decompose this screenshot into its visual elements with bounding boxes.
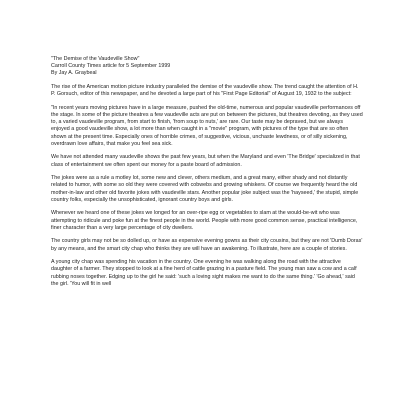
paragraph xyxy=(51,175,363,204)
article-source: Carroll County Times article for 5 September 1999 xyxy=(51,63,171,70)
paragraph xyxy=(51,259,363,288)
paragraph xyxy=(51,238,363,252)
article-body xyxy=(51,56,363,294)
paragraph-text: The country girls may not be so dolled up, or have as expensive evening gowns as their city cousins, but they are not 'Dumb Doras' by any means, and the smart city chap who thinks they are will have an awakening. To illustrate, here are a couple of stories. xyxy=(51,238,363,252)
paragraph-text: We have not attended many vaudeville shows the past few years, but when the Maryland and even 'The Bridge' specialized in that class of entertainment we often spent our money for a paste board of admission. xyxy=(51,154,360,168)
paragraph-text: The rise of the American motion picture industry paralleled the demise of the vaudeville show. The trend caught the attention of H. P. Gorsuch, editor of this newspaper, and he devoted a large part of his "First Page Editorial" of August 19, 1932 to the subject: xyxy=(51,84,359,98)
paragraph-text: "In recent years moving pictures have in a large measure, pushed the old-time, numerous and popular vaudeville performances off the stage. In some of the picture theatres a few vaudeville acts are put on between the pictures, but theatres devoting, as they used to, a varied vaudeville program, from start to finish, 'from soup to nuts,' are rare. Our taste may be depraved, but we always enjoyed a good vaudeville show, a lot more than when caught in a "movie" program, with pictures of the type that are so often shown at the present time. Especially ones of horrible crimes, of suggestive, vicious, unchaste lewdness, or of silly sickening, overdrawn love affairs, that make you feel sea sick. xyxy=(51,104,363,147)
paragraph xyxy=(51,105,363,148)
article-title: "The Demise of the Vaudeville Show" xyxy=(51,56,140,62)
paragraph xyxy=(51,154,363,168)
paragraph xyxy=(51,210,363,232)
paragraph xyxy=(51,84,363,98)
article-byline: By Jay A. Graybeal xyxy=(51,70,97,77)
paragraph-text: A young city chap was spending his vacation in the country. One evening he was walking along the road with the attractive daughter of a farmer. They stopped to look at a fine herd of cattle grazing in a pasture field. The young man saw a cow and a calf rubbing noses together. Edging up to the girl he said: 'such a loving sight makes me want to do the same thing.' 'Go ahead,' said the girl. 'You will fit in well xyxy=(51,259,357,287)
article-header xyxy=(51,56,363,78)
paragraph-text: Whenever we heard one of these jokes we longed for an over-ripe egg or vegetables to slam at the would-be-wit who was attempting to ridicule and poke fun at the finest people in the world. People with more good common sense, practical intelligence, finer character than a very large percentage of city dwellers. xyxy=(51,210,358,231)
paragraph-text: The jokes were as a rule a motley lot, some new and clever, others medium, and a great many, either shady and not distantly related to humor, with some so old they were covered with cobwebs and growing whiskers. Of course we frequently heard the old mother-in-law and other old favorite jokes with vaudeville stars. Another popular joke subject was the 'hayseed,' the stupid, simple country folks, especially the unsophisticated, ignorant country boys and girls. xyxy=(51,175,359,203)
